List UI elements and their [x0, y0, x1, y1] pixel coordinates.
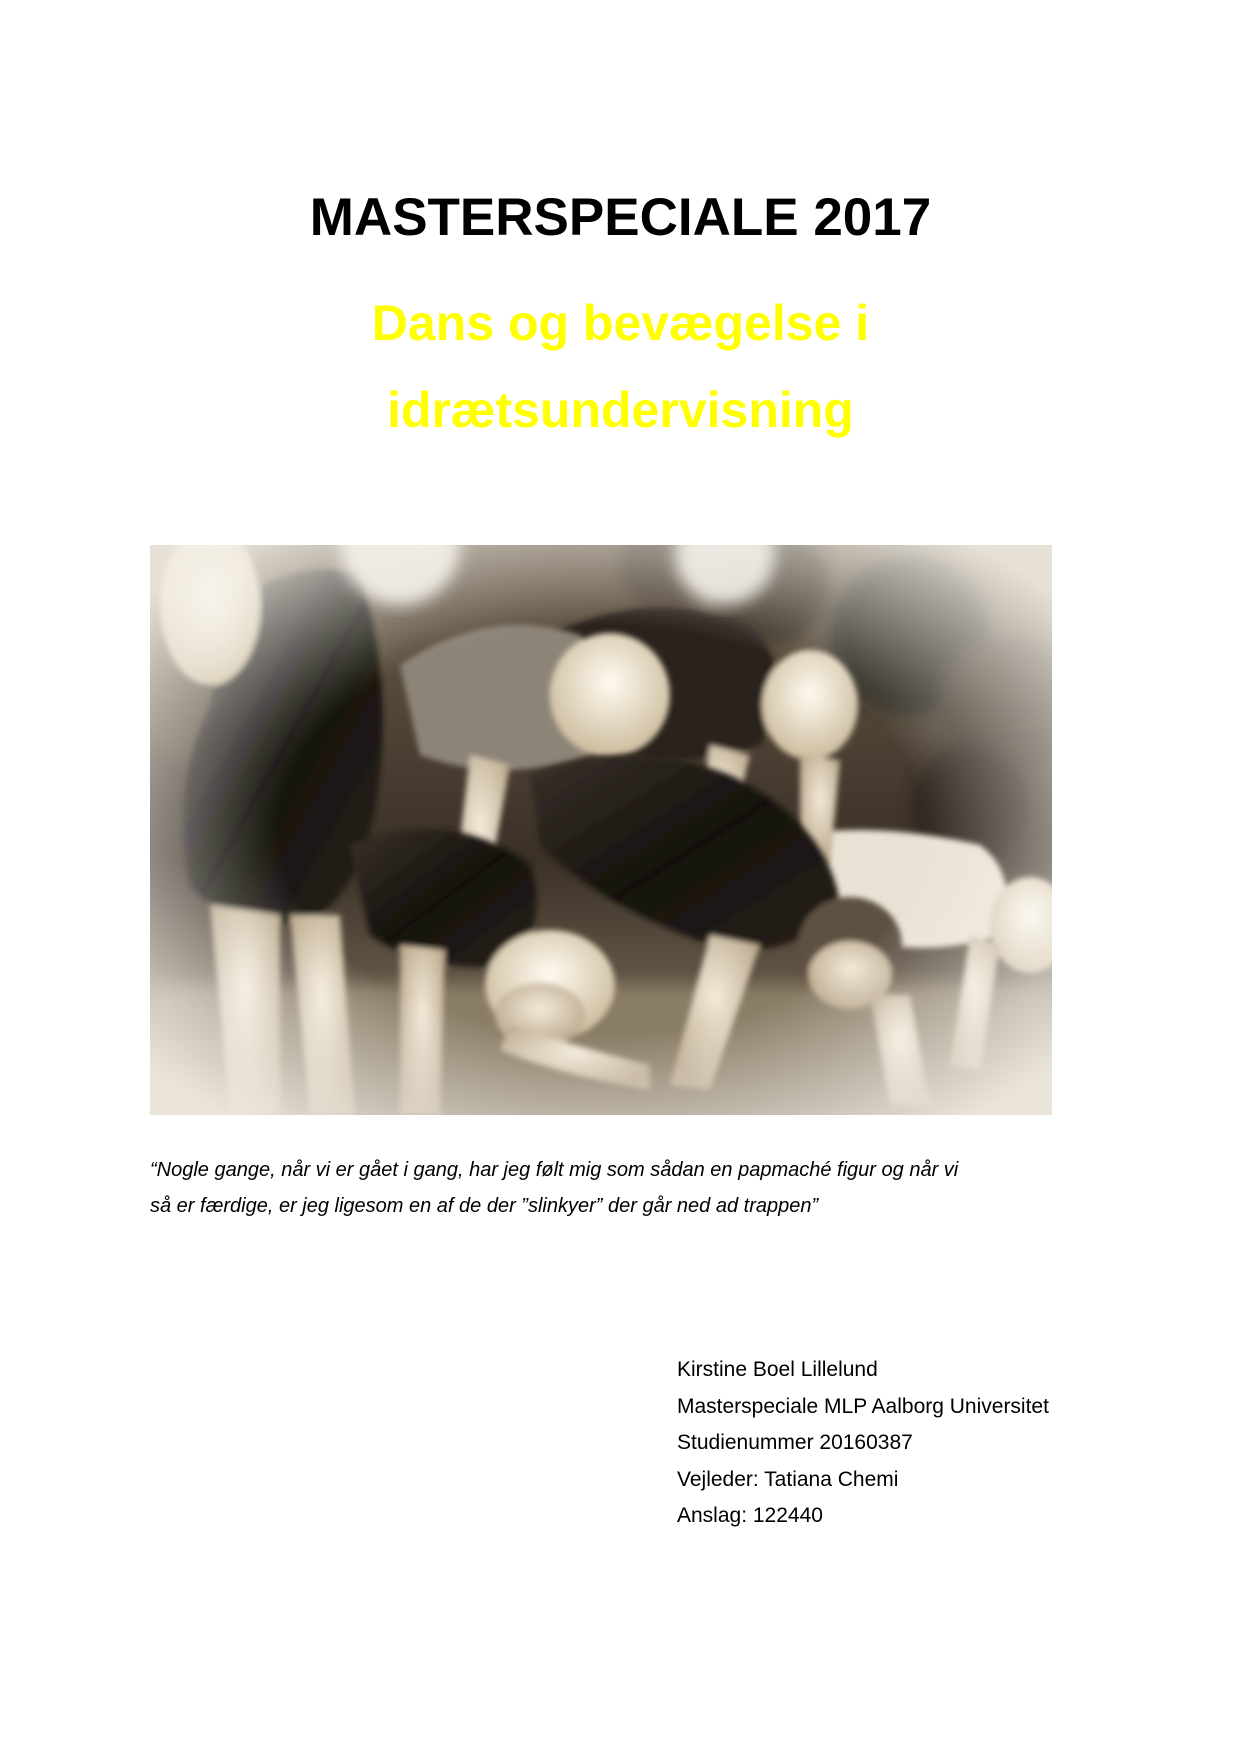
quote-line-2: så er færdige, er jeg ligesom en af de der ”slinkyer” der går ned ad trappen” — [150, 1195, 819, 1217]
student-number: Studienummer 20160387 — [677, 1431, 913, 1454]
cover-photo-illustration — [150, 545, 1052, 1115]
quote-line-1: “Nogle gange, når vi er gået i gang, har jeg følt mig som sådan en papmaché figur og når vi — [150, 1159, 959, 1181]
author-name: Kirstine Boel Lillelund — [677, 1358, 878, 1381]
cover-photo — [150, 545, 1052, 1115]
document-title: MASTERSPECIALE 2017 — [309, 188, 932, 247]
character-count: Anslag: 122440 — [677, 1504, 823, 1527]
epigraph-quote — [150, 1152, 1090, 1224]
subtitle-line-1: Dans og bevægelse i — [371, 295, 870, 351]
author-info — [677, 1352, 1049, 1535]
program-name: Masterspeciale MLP Aalborg Universitet — [677, 1394, 1049, 1418]
subtitle-line-2: idrætsundervisning — [387, 382, 854, 438]
supervisor: Vejleder: Tatiana Chemi — [677, 1467, 899, 1491]
